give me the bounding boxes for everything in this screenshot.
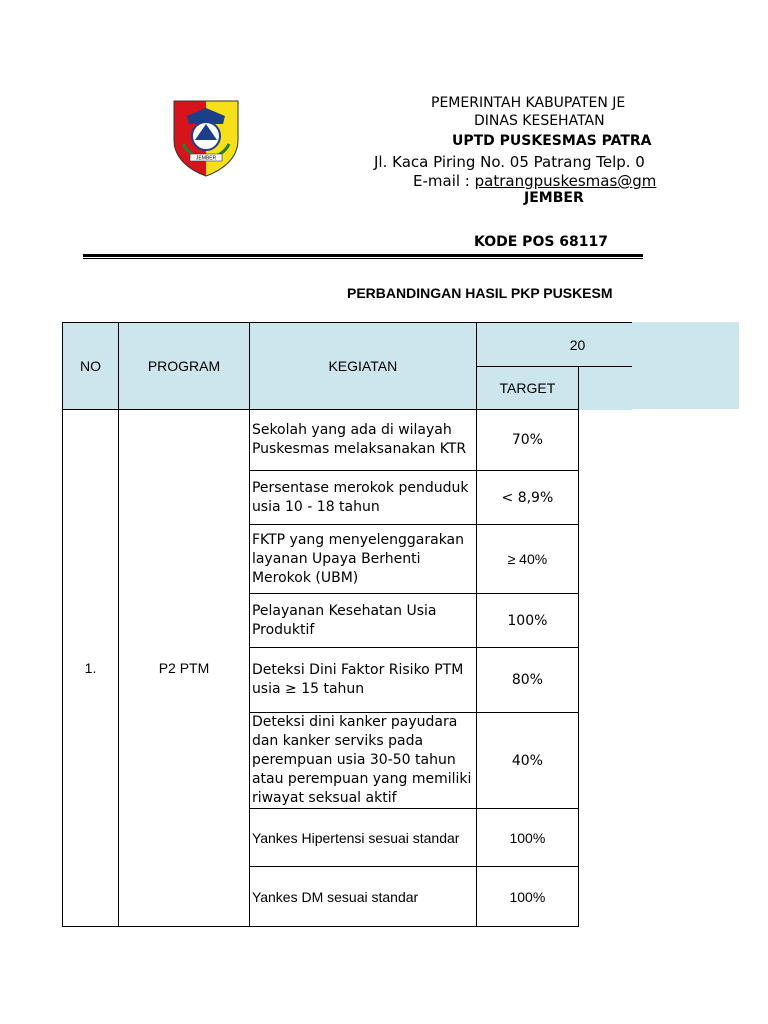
logo-text: JEMBER — [195, 155, 217, 162]
document-title: PERBANDINGAN HASIL PKP PUSKESM — [347, 285, 613, 301]
target-cell: 80% — [476, 648, 578, 713]
header-line-government: PEMERINTAH KABUPATEN JE — [431, 95, 626, 111]
email-label: E-mail : — [413, 172, 475, 190]
target-cell: 100% — [476, 594, 578, 648]
pkp-comparison-table — [62, 322, 632, 927]
header-no: NO — [63, 323, 119, 410]
kegiatan-cell: Deteksi dini kanker payudara dan kanker serviks pada perempuan usia 30-50 tahun atau perempuan yang memiliki riwayat seksual aktif — [249, 713, 476, 809]
table-row — [63, 410, 633, 471]
kegiatan-cell: Pelayanan Kesehatan Usia Produktif — [249, 594, 476, 648]
target-cell: < 8,9% — [476, 471, 578, 525]
header-city: JEMBER — [524, 190, 584, 206]
target-cell: 100% — [476, 809, 578, 867]
kegiatan-cell: FKTP yang menyelenggarakan layanan Upaya Berhenti Merokok (UBM) — [249, 525, 476, 594]
kegiatan-cell: Persentase merokok penduduk usia 10 - 18 tahun — [249, 471, 476, 525]
header-fill-overflow — [632, 322, 739, 409]
header-line-department: DINAS KESEHATAN — [474, 113, 605, 129]
row-program: P2 PTM — [119, 410, 250, 927]
header-postal-code: KODE POS 68117 — [474, 234, 609, 250]
target-cell: 70% — [476, 410, 578, 471]
jember-logo-icon — [171, 98, 241, 178]
header-year: 20 — [476, 323, 632, 367]
header-line-address: Jl. Kaca Piring No. 05 Patrang Telp. 0 — [374, 153, 645, 171]
header-kegiatan: KEGIATAN — [249, 323, 476, 410]
header-rule-thin — [83, 258, 643, 259]
target-cell: ≥ 40% — [476, 525, 578, 594]
header-rule-thick — [83, 254, 643, 257]
row-number: 1. — [63, 410, 119, 927]
kegiatan-cell: Yankes Hipertensi sesuai standar — [249, 809, 476, 867]
header-program: PROGRAM — [119, 323, 250, 410]
email-link[interactable]: patrangpuskesmas@gm — [474, 172, 657, 190]
kegiatan-cell: Yankes DM sesuai standar — [249, 867, 476, 927]
target-cell: 40% — [476, 713, 578, 809]
kegiatan-cell: Deteksi Dini Faktor Risiko PTM usia ≥ 15 tahun — [249, 648, 476, 713]
header-fill-cell — [579, 367, 632, 410]
header-line-email — [413, 172, 656, 190]
target-cell: 100% — [476, 867, 578, 927]
header-line-uptd: UPTD PUSKESMAS PATRA — [452, 133, 652, 149]
header-target: TARGET — [476, 367, 578, 410]
kegiatan-cell: Sekolah yang ada di wilayah Puskesmas melaksanakan KTR — [249, 410, 476, 471]
